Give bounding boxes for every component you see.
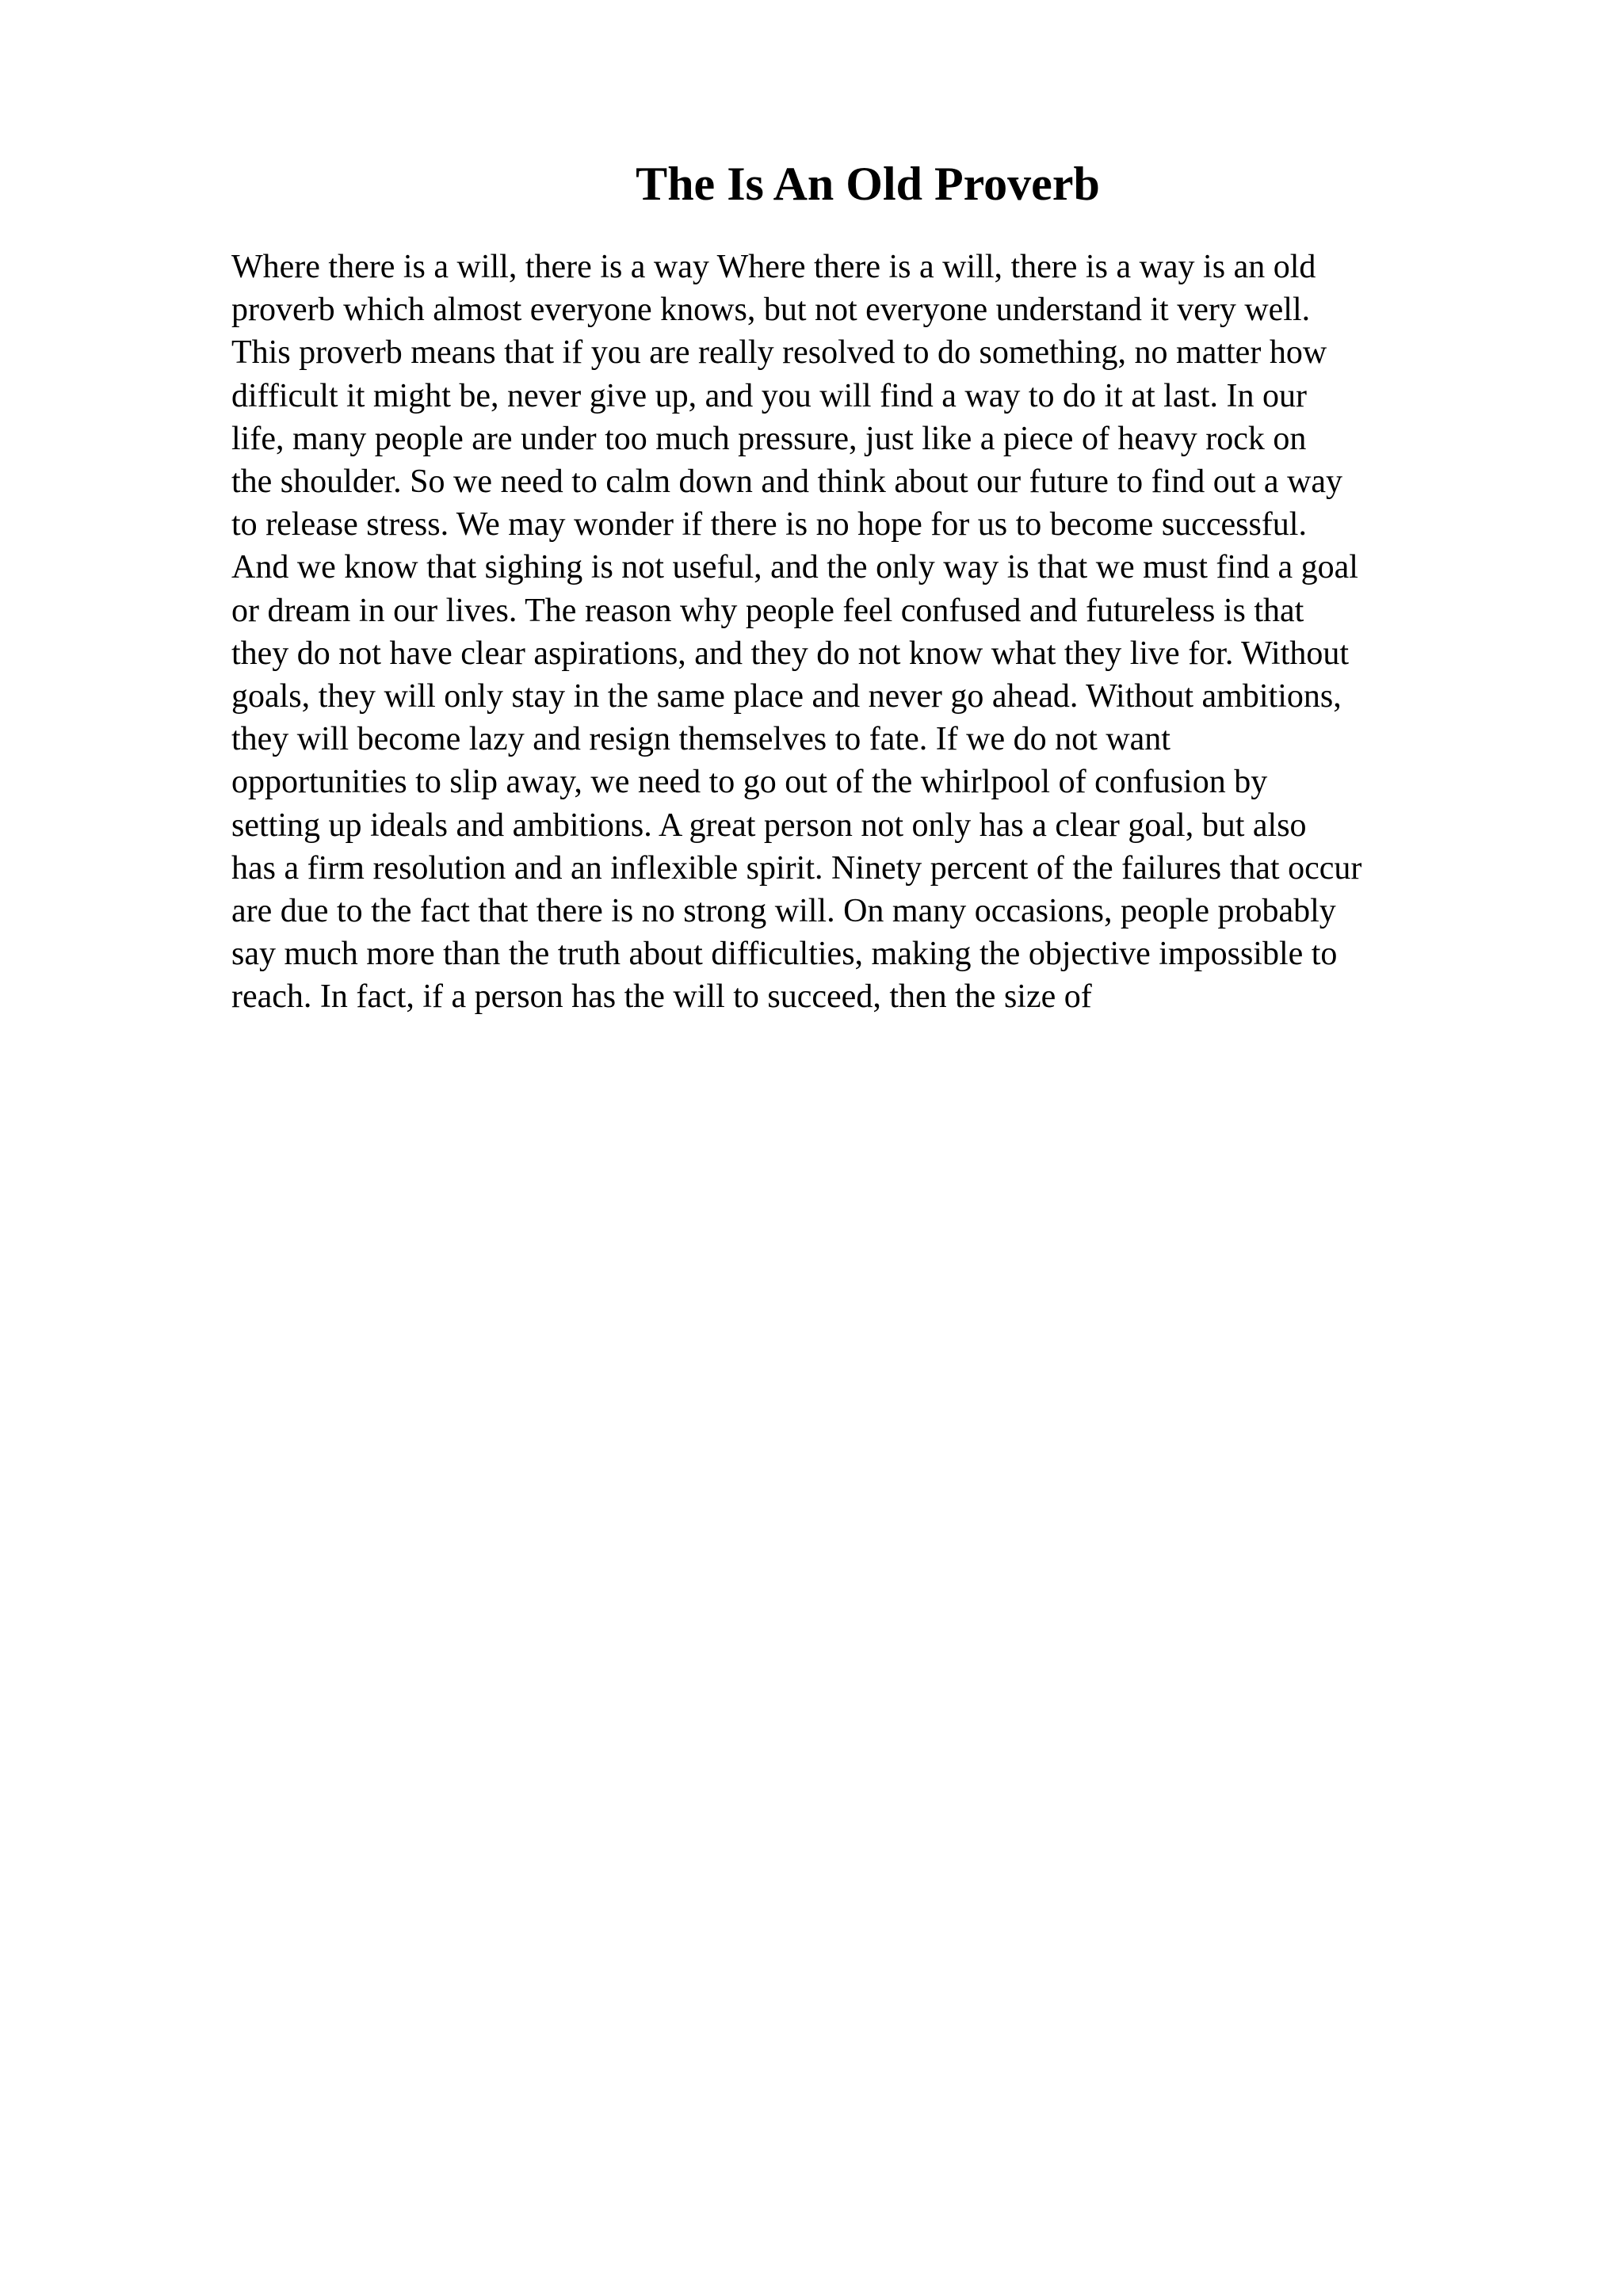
body-line: reach. In fact, if a person has the will to succeed, then the size of [231,978,1092,1016]
document-body [231,246,1499,1019]
body-line: has a firm resolution and an inflexible spirit. Ninety percent of the failures that occur [231,849,1362,887]
body-line: they will become lazy and resign themselves to fate. If we do not want [231,721,1170,758]
document-title: The Is An Old Proverb [636,158,1100,210]
body-line: the shoulder. So we need to calm down and think about our future to find out a way [231,463,1343,501]
body-line: are due to the fact that there is no strong will. On many occasions, people probably [231,893,1336,930]
body-line: Where there is a will, there is a way Where there is a will, there is a way is an old [231,249,1316,285]
body-line: life, many people are under too much pressure, just like a piece of heavy rock on [231,420,1307,457]
body-line: to release stress. We may wonder if there is no hope for us to become successful. [231,506,1307,543]
body-line: opportunities to slip away, we need to go out of the whirlpool of confusion by [231,764,1268,801]
body-line: difficult it might be, never give up, and you will find a way to do it at last. In our [231,377,1307,414]
body-line: or dream in our lives. The reason why people feel confused and futureless is that [231,592,1304,629]
body-line: they do not have clear aspirations, and they do not know what they live for. Without [231,635,1350,672]
body-line: say much more than the truth about difficulties, making the objective impossible to [231,936,1338,973]
body-line: And we know that sighing is not useful, and the only way is that we must find a goal [231,549,1358,586]
body-line: proverb which almost everyone knows, but not everyone understand it very well. [231,292,1311,329]
body-line: goals, they will only stay in the same place and never go ahead. Without ambitions, [231,678,1342,715]
body-line: This proverb means that if you are really resolved to do something, no matter how [231,334,1327,372]
body-line: setting up ideals and ambitions. A great person not only has a clear goal, but also [231,807,1307,844]
